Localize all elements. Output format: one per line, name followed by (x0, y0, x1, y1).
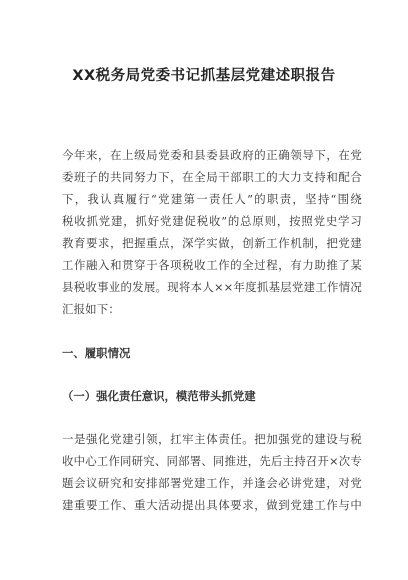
paragraph-line: 收中心工作同研究、同部署、同推进，先后主持召开×次专 (62, 454, 362, 468)
paragraph-line: 委班子的共同努力下，在全局干部职工的大力支持和配合 (62, 170, 362, 184)
paragraph-line: 一是强化党建引领，扛牢主体责任。把加强党的建设与税 (62, 432, 362, 446)
paragraph-line: 汇报如下： (62, 302, 120, 316)
paragraph-line: 建重要工作、重大活动提出具体要求，做到党建工作与中 (62, 498, 362, 512)
paragraph-line: 工作融入和贯穿于各项税收工作的全过程，有力助推了某 (62, 258, 362, 272)
paragraph-line: 今年来，在上级局党委和县委县政府的正确领导下，在党 (62, 148, 362, 162)
subsection-heading: （一）强化责任意识，模范带头抓党建 (62, 389, 256, 403)
paragraph-line: 县税收事业的发展。现将本人××年度抓基层党建工作情况 (62, 280, 362, 294)
document-title: XX税务局党委书记抓基层党建述职报告 (72, 68, 336, 84)
paragraph-line: 题会议研究和安排部署党建工作，并逢会必讲党建，对党 (62, 476, 362, 490)
paragraph-line: 下，我认真履行“党建第一责任人”的职责，坚持“围绕 (62, 192, 362, 206)
paragraph-line: 税收抓党建，抓好党建促税收”的总原则，按照党史学习 (62, 214, 362, 228)
section-heading: 一、履职情况 (62, 346, 131, 360)
paragraph-line: 教育要求，把握重点，深学实做，创新工作机制，把党建 (62, 236, 362, 250)
